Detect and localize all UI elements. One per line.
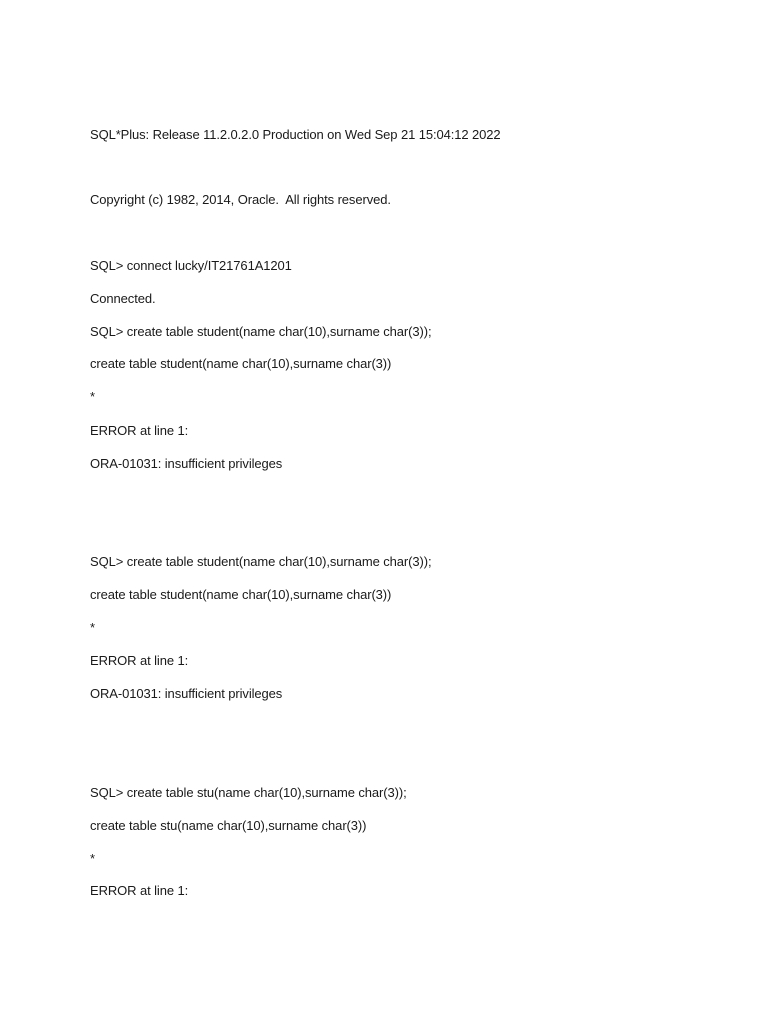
error-marker: * — [90, 389, 95, 404]
error-marker: * — [90, 620, 95, 635]
echoed-command: create table student(name char(10),surname char(3)) — [90, 356, 392, 371]
sql-command: SQL> create table student(name char(10),surname char(3)); — [90, 554, 432, 569]
sql-command: SQL> create table stu(name char(10),surname char(3)); — [90, 785, 407, 800]
connect-command: SQL> connect lucky/IT21761A1201 — [90, 258, 292, 273]
copyright-line: Copyright (c) 1982, 2014, Oracle. All rights reserved. — [90, 192, 391, 207]
connected-status: Connected. — [90, 291, 156, 306]
error-line-label: ERROR at line 1: — [90, 653, 189, 668]
echoed-command: create table student(name char(10),surname char(3)) — [90, 587, 392, 602]
echoed-command: create table stu(name char(10),surname char(3)) — [90, 818, 367, 833]
sqlplus-banner: SQL*Plus: Release 11.2.0.2.0 Production on Wed Sep 21 15:04:12 2022 — [90, 127, 501, 142]
error-line-label: ERROR at line 1: — [90, 883, 189, 898]
error-line-label: ERROR at line 1: — [90, 423, 189, 438]
error-message: ORA-01031: insufficient privileges — [90, 456, 283, 471]
error-message: ORA-01031: insufficient privileges — [90, 686, 283, 701]
error-marker: * — [90, 851, 95, 866]
sql-command: SQL> create table student(name char(10),surname char(3)); — [90, 324, 432, 339]
